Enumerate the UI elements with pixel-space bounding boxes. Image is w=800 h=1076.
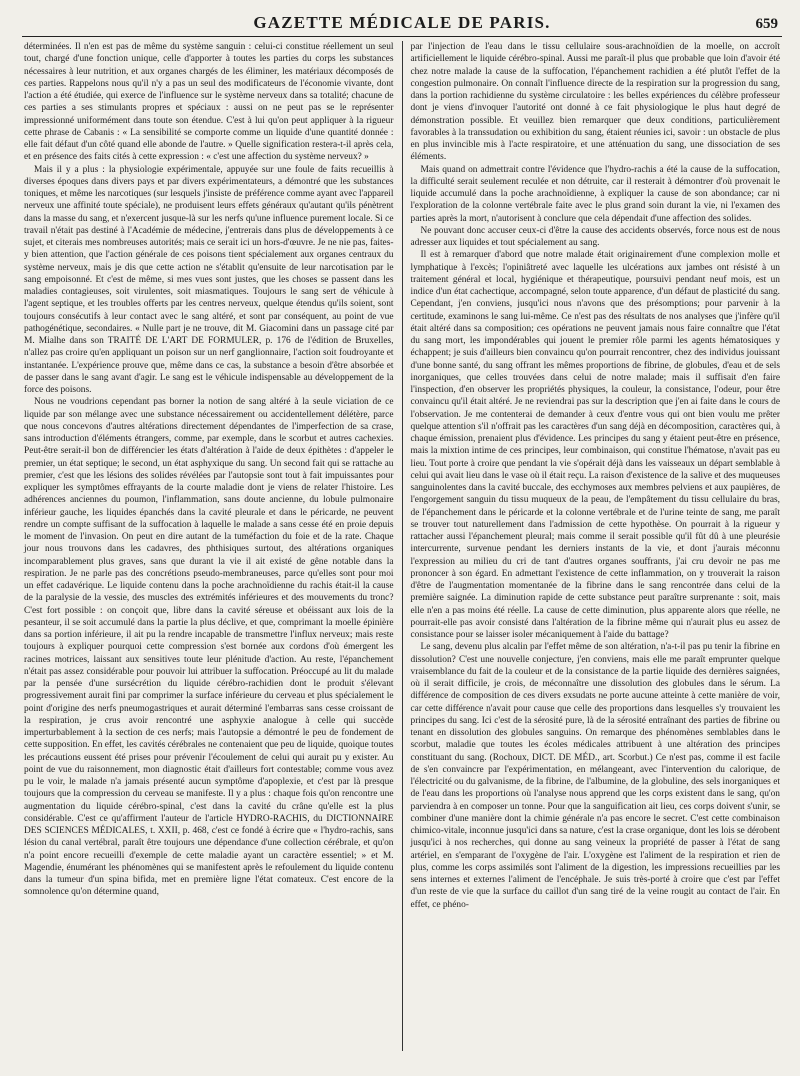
paragraph: déterminées. Il n'en est pas de même du système sanguin : celui-ci constitue réellement un seul tout, chargé d'une fonction unique, celle d'apporter à toutes les parties du corps les substances nécessaires à leur nutrition, et aux organes chargés de les éliminer, les matériaux décomposés de ces parties. Rappelons nous qu'il n'y a pas un seul des modificateurs de l'économie vivante, dont l'action a été étudiée, qui exerce de l'influence sur le système nerveux dans sa totalité; chacune de ces parties a ses stimulants propres et spéciaux : aussi on ne peut pas se le représenter impressionné uniformément dans toute son étendue. C'est à lui qu'on peut appliquer à la rigueur cette phrase de Cabanis : « La sensibilité se comporte comme un liquide d'une quantité donnée : elle fait défaut d'un côté quand elle abonde de l'autre. » Quelle signification restera-t-il après cela, et en présence des faits cités à cette expression : « c'est une affection du système nerveux? »: [24, 42, 394, 163]
paragraph: Mais il y a plus : la physiologie expérimentale, appuyée sur une foule de faits recueillis à diverses époques dans divers pays et par divers expérimentateurs, a démontré que les substances toniques, et même les narcotiques (sur lesquels j'insiste de préférence comme ayant avec l'appareil nerveux une affinité toute spéciale), ne produisent leurs effets généraux qu'autant qu'ils pénètrent dans la masse du sang, et n'exercent jusque-là sur les nerfs qu'une influence purement locale. Si ce travail n'était pas destiné à l'Académie de médecine, j'entrerais dans plus de développements à ce sujet, et citerais mes nombreuses autorités; mais ce serait ici un hors-d'œuvre. Je ne nie pas, faites-y bien attention, que l'action générale de ces poisons tient spécialement aux organes centraux du système nerveux, mais je dis que cette action ne s'établit qu'ensuite de leur narcotisation par le sang empoisonné. Et c'est de même, si mes vues sont justes, que les choses se passent dans les maladies contagieuses, soit virulentes, soit miasmatiques. Toujours le sang sert de véhicule à l'agent septique, et les troubles offerts par les centres nerveux, quelque étendus qu'ils soient, sont toujours consécutifs à leur contact avec le sang altéré, et sont par conséquent, au point de vue pathogénétique, secondaires. « Nulle part je ne trouve, dit M. Giacomini dans un passage cité par M. Mialhe dans son TRAITÉ DE L'ART DE FORMULER, p. 176 de l'édition de Bruxelles, n'allez pas croire qu'en appliquant un poison sur un nerf ganglionnaire, l'action soit foudroyante et instantanée. L'expérience prouve que, même dans ce cas, la substance a besoin d'être absorbée et de passer dans le sang avant d'agir. Le sang est le véhicule indispensable au développement de la force des poisons.: [24, 164, 394, 395]
paragraph: Il est à remarquer d'abord que notre malade était originairement d'une complexion molle et lymphatique à l'excès; l'opiniâtreté avec laquelle les ulcérations aux jambes ont résisté à un traitement général et local, hygiénique et thérapeutique, poursuivi pendant neuf mois, est un indice d'un état cachectique, accompagné, selon toute apparence, d'un défaut de plasticité du sang. Cependant, j'en conviens, jusqu'ici nous n'avons que des présomptions; pour parvenir à la certitude, examinons le sang lui-même. Ce n'est pas des résultats de nos analyses que j'infère qu'il était altéré dans sa composition; ces opérations ne peuvent jamais nous faire connaître que l'état du sang mort, les impondérables qui jouent le premier rôle parmi les agents hématosiques y échappent; je suis d'ailleurs bien convaincu qu'on pourrait rencontrer, chez des individus jouissant d'une bonne santé, du sang offrant les mêmes proportions de fibrine, de globules, d'eau et de sels inorganiques, que celles trouvées dans celui de notre malade; mais il suffisait d'en faire l'inspection, d'en observer les propriétés physiques, la couleur, la consistance, l'odeur, pour être convaincu qu'il était altéré. Je ne reviendrai pas sur la description que j'en ai faite dans le cours de l'observation. Je me contenterai de demander à ceux d'entre vous qui ont bien voulu me prêter quelque attention s'il n'offrait pas les caractères d'un sang déjà en décomposition, caractères qui, à chaque émission, prenaient plus d'évidence. Les principes du sang y étaient peut-être en présence, mais la mixtion intime de ces principes, leur combinaison, qui constitue l'hématose, n'avait pas eu lieu. Tout porte à croire que pendant la vie s'opérait déjà dans les vaisseaux un départ semblable à celui qui avait lieu dans le vase où il était reçu. La raison d'existence de la salive et des muqueuses sanguinolentes dans la cavité buccale, des ecchymoses aux membres pelviens et aux paupières, de l'engorgement sanguin du tissu muqueux de la peau, de l'empâtement du tissu cellulaire du bras, de l'épanchement dans le péricarde et la colonne vertébrale et de l'urine teinte de sang, me paraît se trouver tout naturellement dans l'admission de cette hypothèse. On pourrait à la rigueur y rattacher aussi l'épanchement pleural; mais comme il serait possible qu'il fût dû à une pleurésie intercurrente, survenue pendant les derniers instants de la vie, et dont j'aurais méconnu l'expression au milieu du cri de tant d'autres organes souffrants, j'ai cru devoir ne pas me prononcer à son égard. En admettant l'existence de cette inflammation, on y trouverait la raison d'être de l'augmentation momentanée de la fibrine dans le sang rencontrée dans celui de la première saignée. La diminution rapide de cette substance peut paraître surprenante : soit, mais elle n'en a pas moins été réelle. La cause de cette diminution, plus apparente alors que réelle, ne pourrait-elle pas avoir consisté dans l'altération de la fibrine même qui n'aurait plus eu assez de consistance pour se laisser isoler mécaniquement à l'aide du battage?: [410, 250, 780, 640]
right-column: [403, 41, 783, 1051]
page-number: 659: [755, 16, 778, 32]
page-header: [22, 10, 782, 37]
paragraph: Le sang, devenu plus alcalin par l'effet même de son altération, n'a-t-il pas pu tenir la fibrine en dissolution? C'est une nouvelle conjecture, j'en conviens, mais elle me paraît emprunter quelque vraisemblance du fait de la couleur et de la consistance de la partie liquide des dernières saignées, où il serait difficile, je crois, de méconnaître une dissolution des globules dans le sérum. La différence de composition de ces divers exsudats ne porte aucune atteinte à cette manière de voir, car cette différence n'avait pour cause que celle des proportions dans lesquelles s'y trouvaient les principes du sang. Ici c'est de la sérosité pure, là de la sérosité entraînant des parties de fibrine ou tenant en dissolution des globules sanguins. On remarque des phénomènes semblables dans le scorbut, maladie que toutes les écoles médicales attribuent à une altération des principes constituant du sang. (Rochoux, DICT. DE MÉD., art. Scorbut.) Ce n'est pas, comme il est facile de s'en convaincre par l'expérimentation, en mélangeant, avec l'intervention du calorique, de l'électricité ou du galvanisme, de la fibrine, de l'albumine, de la globuline, des sels inorganiques et de l'eau dans les proportions où l'analyse nous apprend que les corps existent dans le sang, qu'on parviendra à en composer un tonne. Pour que la sanguification ait lieu, ces corps doivent s'unir, se combiner d'une manière dont la chimie générale n'a pas encore le secret. C'est cette combinaison chimico-vitale, inconnue jusqu'ici dans sa nature, c'est la crase organique, dont les lois se dérobent jusqu'ici à nos recherches, qui donne au sang veineux la propriété de passer à l'état de sang artériel, en s'emparant de l'oxygène de l'air. L'oxygène est l'aliment de la respiration et rien de plus, comme les corps assimilés sont l'aliment de la digestion, les impressions recueillies par les sens internes et externes l'aliment de l'encéphale. Je suis très-porté à croire que c'est par l'effet d'un reste de vie que la surface du caillot d'un sang tiré de la veine rougit au contact de l'air. En effet, ce phéno-: [410, 642, 780, 910]
paragraph: Mais quand on admettrait contre l'évidence que l'hydro-rachis a été la cause de la suffocation, la difficulté serait seulement reculée et non détruite, car il resterait à démontrer d'où provenait le liquide accumulé dans la poche arachnoïdienne, à expliquer la cause de son abondance; car ni l'exploration de la colonne vertébrale faite avec le plus grand soin durant la vie, ni l'examen des parties après la mort, n'autorisent à conclure que cela dépendait d'une affection des solides.: [410, 164, 780, 224]
paragraph: par l'injection de l'eau dans le tissu cellulaire sous-arachnoïdien de la moelle, on accroît artificiellement le liquide cérébro-spinal. Aussi me paraît-il plus que probable que loin d'avoir été chez notre malade la cause de la suffocation, l'épanchement rachidien a été plutôt l'effet de la congestion pulmonaire. On connaît l'influence directe de la respiration sur la progression du sang, dans la portion rachidienne du système circulatoire : les belles expériences du célèbre professeur dont je viens d'invoquer l'autorité ont donné à ce fait physiologique le plus haut degré de démonstration possible. Et veuillez bien remarquer que deux conditions, particulièrement favorables à la transsudation ou exhibition du sang, étaient réunies ici, savoir : un obstacle de plus en plus invincible mis à l'acte respiratoire, et une atténuation du sang, une dissociation de ses éléments.: [410, 42, 780, 163]
journal-title: GAZETTE MÉDICALE DE PARIS.: [253, 13, 551, 32]
left-column: [22, 41, 402, 1051]
newspaper-page: [0, 10, 800, 1076]
paragraph: Nous ne voudrions cependant pas borner la notion de sang altéré à la seule viciation de ce liquide par son mélange avec une substance nécessairement ou accidentellement délétère, parce que nous concevons d'autres altérations directement dépendantes de l'imperfection de sa crase, sans introduction d'éléments étrangers, comme, par exemple, dans le scorbut et autres cachexies. Peut-être serait-il bon de différencier les états d'altération à l'aide de deux épithètes : d'appeler le premier, un état septique; le second, un état asphyxique du sang. Un second fait qui se rattache au premier, c'est que les lésions des solides révélées par l'autopsie sont tout à fait impuissantes pour expliquer les symptômes effrayants de la courte maladie dont je viens de relater l'histoire. Les adhérences anciennes du poumon, l'inflammation, sans doute ancienne, du lobule pulmonaire inférieur gauche, les liquides épanchés dans la cavité pleurale et dans le péricarde, ne peuvent rendre un compte suffisant de la suffocation à laquelle le malade a sans cesse été en proie depuis le moment de l'invasion. On peut en dire autant de la tuméfaction du foie et de la rate. Chaque jour nous trouvons dans les cadavres, des phthisiques surtout, des altérations organiques incomparablement plus graves, sans que durant la vie il ait existé de gêne notable dans la respiration. Je ne parle pas des concrétions pseudo-membraneuses, parce qu'elles sont pour moi un effet cadavérique. Le liquide contenu dans la poche arachnoïdienne du rachis était-il la cause de la paralysie de la vessie, des muscles des extrémités inférieures et des mouvements du tronc? C'est fort possible : on conçoit que, libre dans la cavité séreuse et obéissant aux lois de la pesanteur, il se soit accumulé dans la partie la plus déclive, et que, comprimant la moelle épinière dans sa portion inférieure, il ait pu la rendre incapable de transmettre l'influx nerveux; mais reste toujours à expliquer pourquoi cette compression s'est bornée aux cordons d'où émergent les racines motrices, laissant aux sensitives toute leur plénitude d'action. Au reste, l'épanchement n'était pas assez considérable pour pouvoir lui attribuer la suffocation. Préoccupé au lit du malade par la pensée d'une sursécrétion du liquide cérébro-rachidien dont le produit s'élevant progressivement aurait fini par comprimer la surface inférieure du cerveau et plus spécialement le point d'origine des nerfs pneumogastriques et aurait déterminé l'embarras sans cesse croissant de la respiration, je crus avoir rencontré une asphyxie analogue à celle qui succède imperturbablement à la section de ces nerfs; mais l'autopsie a démontré le peu de fondement de cette supposition. En effet, les cavités cérébrales ne contenaient que peu de liquide, quoique toutes les précautions eussent été prises pour prévenir l'écoulement de celui qui aurait pu y exister. Au point de vue du raisonnement, mon diagnostic était d'ailleurs fort contestable; comme vous avez pu le voir, le malade n'a jamais présenté aucun symptôme d'apoplexie, et c'est par là presque toujours que la compression du cerveau se manifeste. Il y a plus : chaque fois qu'on rencontre une augmentation du liquide cérébro-spinal, c'est dans la cavité du crâne qu'elle est la plus considérable. C'est ce qu'affirment l'auteur de l'article HYDRO-RACHIS, du DICTIONNAIRE DES SCIENCES MÉDICALES, t. XXII, p. 468, c'est ce fondé à écrire que « l'hydro-rachis, sans lésion du canal vertébral, paraît être toujours une dépendance d'une collection cérébrale, et qu'on n'a point encore recueilli d'exemple de cette maladie ayant un caractère essentiel; » et M. Magendie, énumérant les phénomènes qui se manifestent après le refoulement du liquide contenu dans la tumeur d'un spina bifida, met en première ligne l'état comateux. C'est encore de la somnolence qu'on détermine quand,: [24, 397, 394, 898]
paragraph: Ne pouvant donc accuser ceux-ci d'être la cause des accidents observés, force nous est de nous adresser aux liquides et tout spécialement au sang.: [410, 225, 780, 248]
text-columns: [22, 41, 782, 1051]
